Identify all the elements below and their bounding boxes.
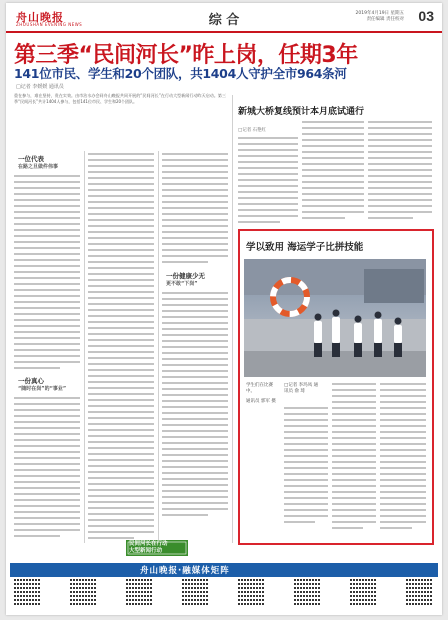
media-matrix-label: 舟山晚报·融媒体矩阵 [140,566,230,576]
featured-byline: □记者 李玛凤 通讯员 俞 琦 [284,383,319,394]
dateline [324,11,404,23]
right-story-byline: □记者 石艳红 [238,128,267,133]
qr-code-icon [126,579,152,605]
featured-text-col-1 [284,407,328,533]
right-story-headline: 新城大桥复线预计本月底试通行 [238,107,365,117]
lead-byline: □记者 李媛媛 通讯员 [16,84,64,90]
right-story-col-1 [238,137,298,227]
page-header [6,3,442,33]
promo-line-1: 民间河长在行动 [129,541,168,547]
section-title: 综 合 [208,13,240,28]
newspaper-page [6,3,442,615]
qr-code-icon [182,579,208,605]
lead-intro: 重在参与，难在坚持，贵在实效。由市治水办会同舟山晚报共同开展的“民间河长”在行动大型新闻行动昨天启动。第三季“民间河长”共计1404人参与，包括141位市民、学生和20个团队。 [14,93,226,104]
featured-photo [244,259,426,377]
photo-credit: 通讯员 郭军 摄 [246,399,276,404]
column-1-text-top [14,175,80,375]
column-3-text-top [162,153,228,268]
column-divider [158,151,159,543]
featured-text-col-2 [332,383,376,533]
masthead-subtitle: ZHOUSHAN EVENING NEWS [16,22,83,27]
qr-code-icon [70,579,96,605]
photo-caption-text: 学生们在比赛中。 [246,383,273,394]
qr-code-icon [14,579,40,605]
featured-story-title: 学以致用 海运学子比拼技能 [246,242,364,253]
dateline-date: 2019年4月19日 星期五 [355,11,404,16]
page-number: 03 [418,8,434,24]
lead-subhead: 141位市民、学生和20个团队，共1404人守护全市964条河 [14,66,347,81]
promo-text [129,541,168,555]
dateline-editors: 责任编辑 责任校对 [366,17,404,22]
lead-subheading-1: 一位代表 在路之旦做件伟事 [18,155,59,170]
qr-code-icon [238,579,264,605]
featured-text-col-3 [380,383,426,533]
qr-code-icon [350,579,376,605]
photo-illustration [244,259,426,377]
promo-line-2: 大型新闻行动 [129,548,163,554]
column-2-text [88,153,154,543]
right-story-col-3 [368,121,432,227]
media-matrix-banner [10,563,438,577]
lead-subheading-3: 一份健康少无 更不敢“下岗” [166,272,205,287]
lead-headline: 第三季“民间河长”昨上岗，任期3年 [14,43,358,68]
photo-caption [246,383,280,405]
column-divider [84,151,85,543]
qr-code-icon [406,579,432,605]
right-story-col-2 [302,121,364,227]
qr-code-icon [294,579,320,605]
masthead: 舟山晚报 [16,11,64,24]
column-1-text-bottom [14,397,80,543]
section-divider [232,95,233,543]
lead-subheading-2: 一份真心 “随时在岗”的“事业” [18,377,67,392]
column-3-text-bottom [162,292,228,528]
